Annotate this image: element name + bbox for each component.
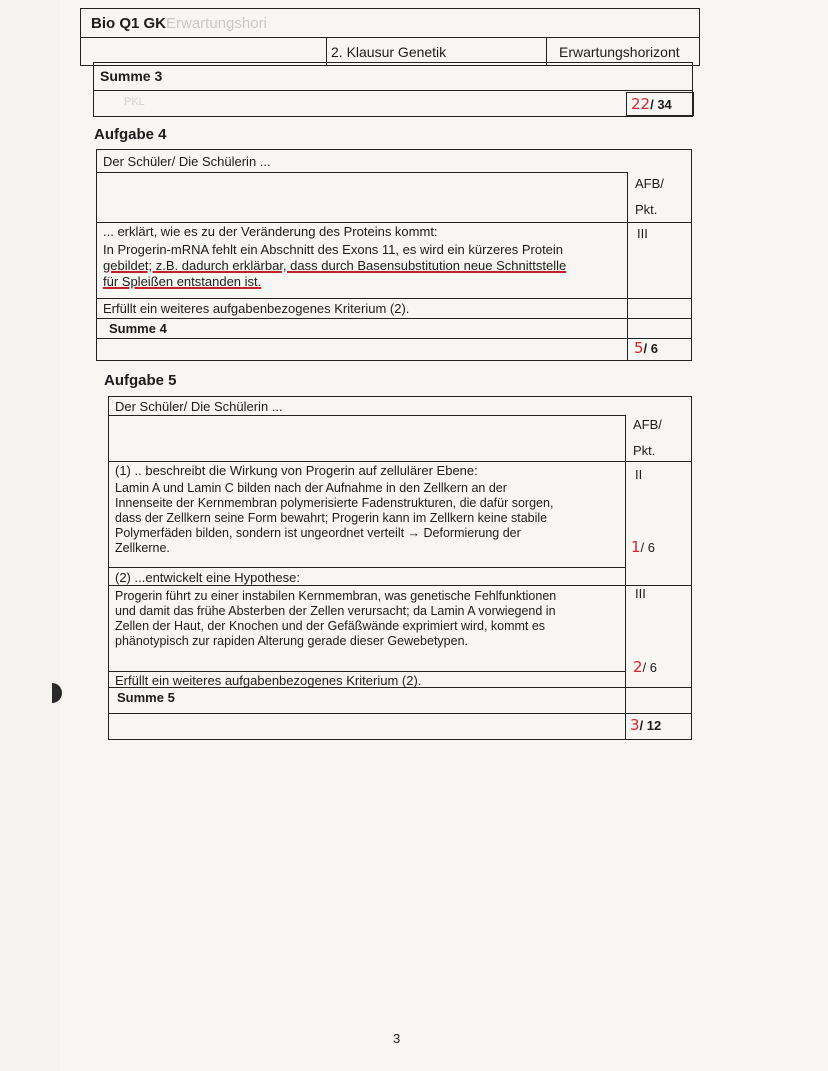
aufgabe5-heading: Aufgabe 5 [104, 372, 177, 389]
aufgabe5-sum-label: Summe 5 [117, 690, 175, 705]
aufgabe5-extra-criterion: Erfüllt ein weiteres aufgabenbezogenes Kriterium (2). [115, 673, 422, 688]
summe3-box [93, 62, 693, 117]
aufgabe4-afb-value: III [637, 226, 648, 241]
aufgabe4-body: In Progerin-mRNA fehlt ein Abschnitt des Exons 11, es wird ein kürzeres Protein gebildet; z.B. dadurch erklärbar, dass durch Basensubstitution neue Schnittstelle für Spleißen entstanden ist. [103, 242, 567, 289]
aufgabe4-heading: Aufgabe 4 [94, 126, 167, 143]
summe3-ghost-mark: PKL [124, 96, 145, 108]
course-label: Bio Q1 GKErwartungshori [91, 15, 267, 32]
aufgabe5-c1-body: Lamin A und Lamin C bilden nach der Aufnahme in den Zellkern an der Innenseite der Kernmembran polymerisierte Fadenstrukturen, die dafür sorgen, dass der Zellkern seine Form bewahrt; Progerin kann im Zellkern keine stabile Polymerfäden bilden, sondern ist ungeordnet verteilt → Deformierung der Zellkerne. [115, 481, 554, 555]
aufgabe4-sum-label: Summe 4 [109, 321, 167, 336]
aufgabe5-c1-score: 1/ 6 [631, 538, 656, 556]
aufgabe4-criterion-title: ... erklärt, wie es zu der Veränderung des Proteins kommt: [103, 224, 438, 239]
aufgabe5-c2-afb: III [635, 586, 646, 601]
aufgabe4-afb-label: AFB/ [635, 176, 664, 191]
aufgabe5-c1-title: (1) .. beschreibt die Wirkung von Progerin auf zellulärer Ebene: [115, 463, 478, 478]
header-table [80, 8, 700, 66]
aufgabe5-pkt-label: Pkt. [633, 443, 656, 458]
course-ghost-text: Erwartungshori [166, 15, 267, 32]
aufgabe5-c2-score: 2/ 6 [633, 658, 658, 676]
page-number: 3 [393, 1031, 401, 1046]
aufgabe5-table [108, 396, 692, 740]
summe3-score: 22/ 34 [626, 92, 694, 116]
aufgabe5-c1-afb: II [635, 467, 643, 482]
aufgabe4-intro: Der Schüler/ Die Schülerin ... [103, 154, 271, 169]
aufgabe5-score: 3/ 12 [630, 716, 662, 734]
aufgabe5-afb-label: AFB/ [633, 417, 662, 432]
summe3-label: Summe 3 [100, 68, 163, 84]
aufgabe4-score: 5/ 6 [634, 339, 659, 357]
aufgabe5-c2-body: Progerin führt zu einer instabilen Kernmembran, was genetische Fehlfunktionen und damit das frühe Absterben der Zellen verursacht; da Lamin A vorwiegend in Zellen der Haut, der Knochen und der Gefäßwände exprimiert wird, kommt es phänotypisch zur rapiden Alterung gerade dieser Gewebetypen. [115, 589, 557, 648]
exam-title: 2. Klausur Genetik [331, 44, 447, 60]
aufgabe5-c2-title: (2) ...entwickelt eine Hypothese: [115, 570, 300, 585]
aufgabe5-intro: Der Schüler/ Die Schülerin ... [115, 399, 283, 414]
aufgabe4-pkt-label: Pkt. [635, 202, 658, 217]
aufgabe4-table [96, 149, 692, 361]
aufgabe4-extra-criterion: Erfüllt ein weiteres aufgabenbezogenes Kriterium (2). [103, 301, 410, 316]
horizon-label: Erwartungshorizont [559, 44, 680, 60]
